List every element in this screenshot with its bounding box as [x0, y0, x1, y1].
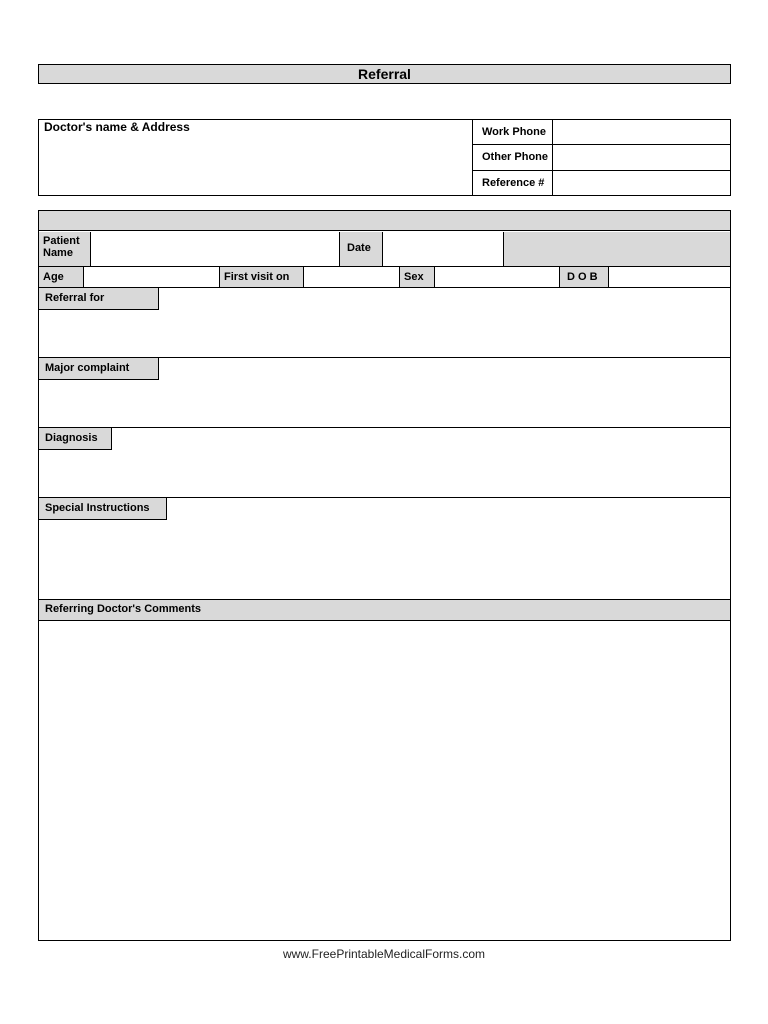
work-phone-field[interactable] [553, 120, 731, 145]
major-complaint-label: Major complaint [39, 358, 159, 380]
other-phone-row [473, 145, 731, 170]
doctor-name-address-field[interactable] [38, 119, 473, 196]
diagnosis-label: Diagnosis [39, 428, 112, 450]
first-visit-label: First visit on [220, 267, 304, 287]
sex-label: Sex [400, 267, 435, 287]
comments-label: Referring Doctor's Comments [39, 600, 730, 621]
special-instructions-field[interactable] [38, 497, 731, 600]
page-title: Referral [38, 64, 731, 84]
age-label: Age [39, 267, 84, 287]
referral-for-label: Referral for [39, 288, 159, 310]
referral-for-field[interactable] [38, 287, 731, 358]
first-visit-field[interactable] [304, 267, 400, 287]
reference-field[interactable] [553, 170, 731, 195]
major-complaint-field[interactable] [38, 357, 731, 428]
patient-header-bar [39, 211, 730, 231]
patient-name-label: Patient Name [39, 232, 91, 266]
other-phone-field[interactable] [553, 145, 731, 170]
sex-field[interactable] [435, 267, 560, 287]
other-phone-label: Other Phone [473, 145, 553, 170]
age-field[interactable] [84, 267, 220, 287]
patient-name-field[interactable] [91, 232, 340, 266]
work-phone-row [473, 120, 731, 145]
date-field[interactable] [383, 232, 504, 266]
reference-label: Reference # [473, 170, 553, 195]
dob-label: D O B [560, 267, 609, 287]
footer-url: www.FreePrintableMedicalForms.com [282, 947, 486, 961]
contact-table [472, 119, 731, 196]
special-instructions-label: Special Instructions [39, 498, 167, 520]
reference-row [473, 170, 731, 195]
date-label: Date [340, 232, 383, 266]
comments-field[interactable] [38, 599, 731, 941]
dob-field[interactable] [609, 267, 730, 287]
diagnosis-field[interactable] [38, 427, 731, 498]
patient-row-filler [504, 232, 730, 266]
work-phone-label: Work Phone [473, 120, 553, 145]
doctor-name-address-label: Doctor's name & Address [44, 120, 190, 134]
